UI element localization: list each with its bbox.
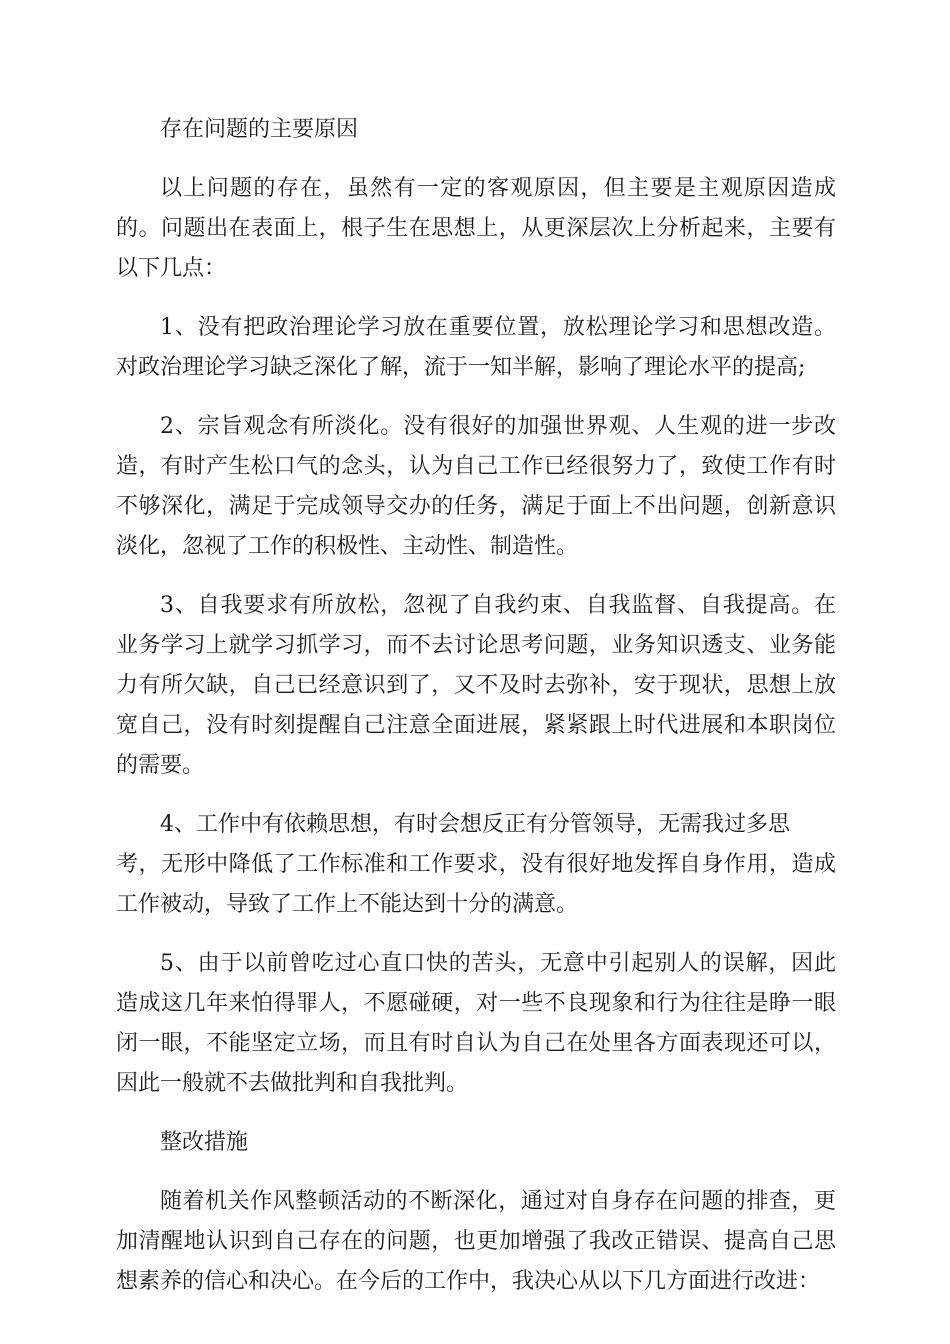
paragraph-point-1 — [116, 308, 836, 388]
text-line: 不够深化，满足于完成领导交办的任务，满足于面上不出问题，创新意识 — [116, 494, 836, 519]
paragraph-measures-intro — [116, 1182, 836, 1302]
text-line: 造成这几年来怕得罪人，不愿碰硬，对一些不良现象和行为往往是睁一眼 — [116, 991, 836, 1016]
section-heading-causes: 存在问题的主要原因 — [160, 117, 359, 142]
text-line: 因此一般就不去做批判和自我批判。 — [116, 1071, 469, 1096]
text-line: 想素养的信心和决心。在今后的工作中，我决心从以下几方面进行改进： — [116, 1269, 821, 1294]
paragraph-point-3 — [116, 586, 836, 786]
document-body — [116, 110, 836, 1321]
text-line: 随着机关作风整顿活动的不断深化，通过对自身存在问题的排查，更 — [160, 1189, 836, 1214]
text-line: 的需要。 — [116, 753, 205, 778]
text-line: 以上问题的存在，虽然有一定的客观原因，但主要是主观原因造成 — [160, 176, 836, 201]
text-line: 以下几点： — [116, 256, 227, 281]
text-line: 考，无形中降低了工作标准和工作要求，没有很好地发挥自身作用，造成 — [116, 852, 836, 877]
text-line: 1、没有把政治理论学习放在重要位置，放松理论学习和思想改造。 — [160, 315, 836, 340]
paragraph-intro — [116, 169, 836, 289]
text-line: 工作被动，导致了工作上不能达到十分的满意。 — [116, 892, 579, 917]
paragraph-point-2 — [116, 407, 836, 567]
text-line: 4、工作中有依赖思想，有时会想反正有分管领导，无需我过多思 — [160, 812, 790, 837]
text-line: 2、宗旨观念有所淡化。没有很好的加强世界观、人生观的进一步改 — [160, 414, 836, 439]
text-line: 闭一眼，不能坚定立场，而且有时自认为自己在处里各方面表现还可以， — [116, 1031, 836, 1056]
text-line: 的。问题出在表面上，根子生在思想上，从更深层次上分析起来，主要有 — [116, 216, 836, 241]
text-line: 淡化，忽视了工作的积极性、主动性、制造性。 — [116, 534, 579, 559]
text-line: 对政治理论学习缺乏深化了解，流于一知半解，影响了理论水平的提高; — [116, 355, 806, 380]
section-heading-measures: 整改措施 — [160, 1130, 249, 1155]
text-line: 力有所欠缺，自己已经意识到了，又不及时去弥补，安于现状，思想上放 — [116, 673, 836, 698]
text-line: 3、自我要求有所放松，忽视了自我约束、自我监督、自我提高。在 — [160, 593, 836, 618]
text-line: 宽自己，没有时刻提醒自己注意全面进展，紧紧跟上时代进展和本职岗位 — [116, 713, 836, 738]
text-line: 5、由于以前曾吃过心直口快的苦头，无意中引起别人的误解，因此 — [160, 951, 836, 976]
text-line: 造，有时产生松口气的念头，认为自己工作已经很努力了，致使工作有时 — [116, 454, 836, 479]
text-line: 业务学习上就学习抓学习，而不去讨论思考问题，业务知识透支、业务能 — [116, 633, 836, 658]
text-line: 加清醒地认识到自己存在的问题，也更加增强了我改正错误、提高自己思 — [116, 1229, 836, 1254]
paragraph-point-4 — [116, 805, 836, 925]
paragraph-point-5 — [116, 944, 836, 1104]
